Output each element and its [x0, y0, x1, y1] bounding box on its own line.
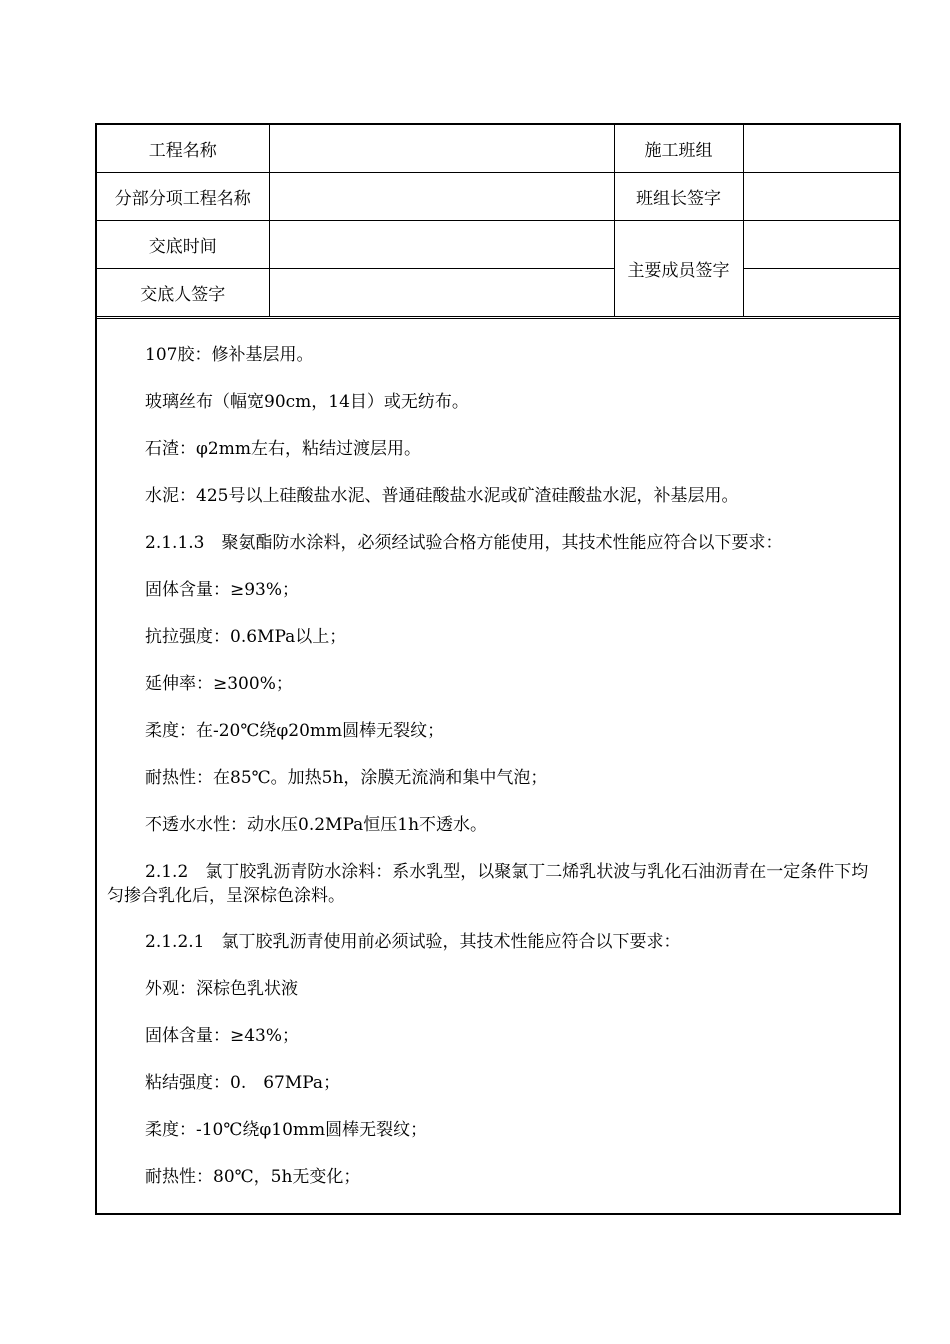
- header-row-time: [97, 221, 899, 269]
- content-paragraph: 固体含量：≥93%；: [145, 580, 300, 600]
- content-paragraph: 2.1.2 氯丁胶乳沥青防水涂料：系水乳型，以聚氯丁二烯乳状波与乳化石油沥青在一定条件下均匀掺合乳化后，呈深棕色涂料。: [107, 862, 869, 906]
- main-members-sign-label: 主要成员签字: [614, 221, 743, 317]
- team-label: 施工班组: [614, 125, 743, 173]
- content-paragraph: 玻璃丝布（幅宽90cm，14目）或无纺布。: [145, 392, 469, 412]
- content-paragraph: 抗拉强度：0.6MPa以上；: [145, 627, 347, 647]
- handover-time-label: 交底时间: [97, 221, 269, 269]
- handover-person-sign-label: 交底人签字: [97, 269, 269, 317]
- content-paragraph: 石渣：φ2mm左右，粘结过渡层用。: [145, 439, 421, 459]
- handover-person-sign-field[interactable]: [269, 269, 614, 317]
- sub-project-field[interactable]: [269, 173, 614, 221]
- content-paragraph: 外观：深棕色乳状液: [145, 979, 298, 999]
- content-paragraph: 延伸率：≥300%；: [145, 674, 293, 694]
- content-paragraph: 107胶：修补基层用。: [145, 345, 314, 365]
- team-leader-sign-label: 班组长签字: [614, 173, 743, 221]
- content-paragraph: 水泥：425号以上硅酸盐水泥、普通硅酸盐水泥或矿渣硅酸盐水泥，补基层用。: [145, 486, 739, 506]
- sub-project-label: 分部分项工程名称: [97, 173, 269, 221]
- main-members-sign-field-1[interactable]: [743, 221, 899, 269]
- content-paragraph: 2.1.2.1 氯丁胶乳沥青使用前必须试验，其技术性能应符合以下要求：: [145, 932, 681, 952]
- header-row-person: [97, 269, 899, 317]
- content-paragraph: 粘结强度：0. 67MPa；: [145, 1073, 341, 1093]
- content-paragraph: 2.1.1.3 聚氨酯防水涂料，必须经试验合格方能使用，其技术性能应符合以下要求：: [145, 533, 783, 553]
- team-field[interactable]: [743, 125, 899, 173]
- content-paragraph: 柔度：-10℃绕φ10mm圆棒无裂纹；: [145, 1120, 428, 1140]
- handover-record-sheet: [95, 123, 901, 1215]
- header-row-project: [97, 125, 899, 173]
- content-paragraph: 不透水水性：动水压0.2MPa恒压1h不透水。: [145, 815, 488, 835]
- team-leader-sign-field[interactable]: [743, 173, 899, 221]
- header-table: [97, 125, 899, 317]
- header-row-subproject: [97, 173, 899, 221]
- content-paragraph: 耐热性：在85℃。加热5h，涂膜无流淌和集中气泡；: [145, 768, 548, 788]
- main-members-sign-field-2[interactable]: [743, 269, 899, 317]
- handover-content: [97, 318, 899, 1212]
- project-name-label: 工程名称: [97, 125, 269, 173]
- project-name-field[interactable]: [269, 125, 614, 173]
- content-paragraph: 柔度：在-20℃绕φ20mm圆棒无裂纹；: [145, 721, 445, 741]
- handover-time-field[interactable]: [269, 221, 614, 269]
- content-paragraph: 固体含量：≥43%；: [145, 1026, 300, 1046]
- content-paragraph: 耐热性：80℃，5h无变化；: [145, 1167, 361, 1187]
